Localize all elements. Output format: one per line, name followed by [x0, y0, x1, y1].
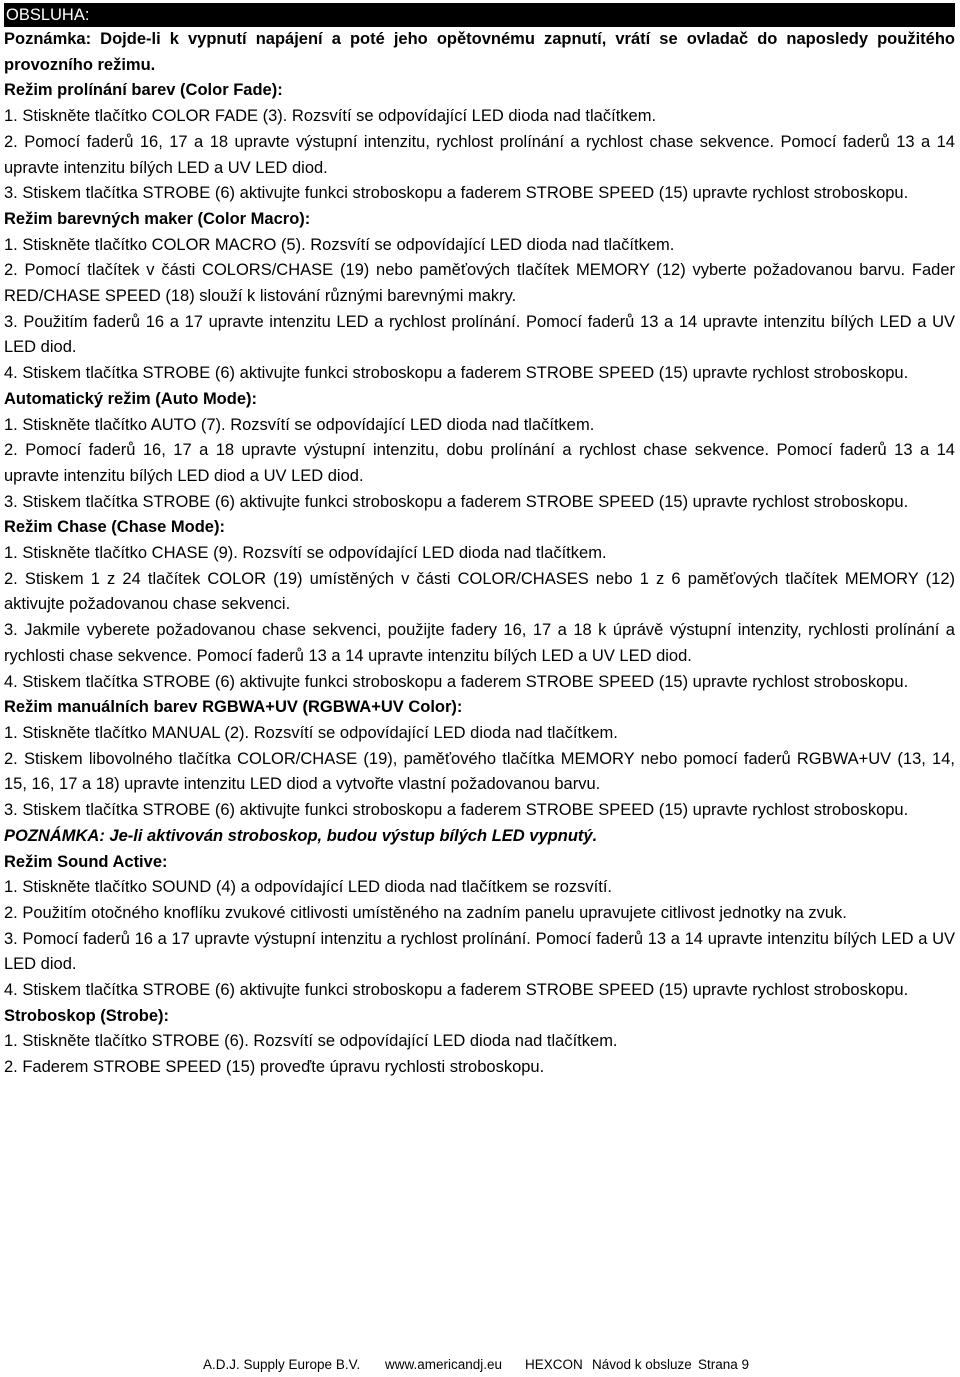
- paragraph: 4. Stiskem tlačítka STROBE (6) aktivujte funkci stroboskopu a faderem STROBE SPEED (15) upravte rychlost stroboskopu.: [4, 364, 909, 383]
- section-heading: Režim barevných maker (Color Macro):: [4, 209, 311, 228]
- paragraph: 1. Stiskněte tlačítko COLOR MACRO (5). Rozsvítí se odpovídající LED dioda nad tlačítkem.: [4, 235, 675, 254]
- paragraph: 2. Stiskem libovolného tlačítka COLOR/CHASE (19), paměťového tlačítka MEMORY nebo pomocí faderů RGBWA+UV (13, 14, 15, 16, 17 a 18) upravte intenzitu LED diod a vytvořte vlastní požadovanou barvu.: [4, 749, 955, 794]
- section-heading: Režim Chase (Chase Mode):: [4, 518, 225, 537]
- paragraph: 1. Stiskněte tlačítko AUTO (7). Rozsvítí se odpovídající LED dioda nad tlačítkem.: [4, 415, 595, 434]
- note-paragraph: POZNÁMKA: Je-li aktivován stroboskop, budou výstup bílých LED vypnutý.: [4, 826, 598, 845]
- paragraph: 3. Stiskem tlačítka STROBE (6) aktivujte funkci stroboskopu a faderem STROBE SPEED (15) upravte rychlost stroboskopu.: [4, 492, 909, 511]
- footer-page-number: Strana 9: [698, 1357, 750, 1372]
- paragraph: 1. Stiskněte tlačítko STROBE (6). Rozsvítí se odpovídající LED dioda nad tlačítkem.: [4, 1032, 618, 1051]
- paragraph: 2. Faderem STROBE SPEED (15) proveďte úpravu rychlosti stroboskopu.: [4, 1058, 545, 1077]
- paragraph: 1. Stiskněte tlačítko CHASE (9). Rozsvítí se odpovídající LED dioda nad tlačítkem.: [4, 544, 607, 563]
- paragraph: 1. Stiskněte tlačítko MANUAL (2). Rozsvítí se odpovídající LED dioda nad tlačítkem.: [4, 723, 618, 742]
- paragraph: 4. Stiskem tlačítka STROBE (6) aktivujte funkci stroboskopu a faderem STROBE SPEED (15) upravte rychlost stroboskopu.: [4, 981, 909, 1000]
- paragraph: 2. Pomocí faderů 16, 17 a 18 upravte výstupní intenzitu, rychlost prolínání a rychlost chase sekvence. Pomocí faderů 13 a 14 upravte intenzitu bílých LED a UV LED diod.: [4, 132, 955, 177]
- paragraph: 3. Stiskem tlačítka STROBE (6) aktivujte funkci stroboskopu a faderem STROBE SPEED (15) upravte rychlost stroboskopu.: [4, 184, 909, 203]
- section-header: OBSLUHA:: [4, 3, 955, 27]
- footer-manual-title: Návod k obsluze: [592, 1357, 692, 1372]
- paragraph: Poznámka: Dojde-li k vypnutí napájení a poté jeho opětovnému zapnutí, vrátí se ovladač do naposledy použitého provozního režimu.: [4, 30, 955, 74]
- paragraph: 2. Použitím otočného knoflíku zvukové citlivosti umístěného na zadním panelu upravujete citlivost jednotky na zvuk.: [4, 903, 847, 922]
- footer-company: A.D.J. Supply Europe B.V.: [203, 1357, 361, 1372]
- page-footer: [0, 1355, 960, 1375]
- paragraph: 1. Stiskněte tlačítko SOUND (4) a odpovídající LED dioda nad tlačítkem se rozsvítí.: [4, 878, 613, 897]
- footer-website: www.americandj.eu: [385, 1357, 503, 1372]
- paragraph: 1. Stiskněte tlačítko COLOR FADE (3). Rozsvítí se odpovídající LED dioda nad tlačítkem.: [4, 107, 657, 126]
- paragraph: 4. Stiskem tlačítka STROBE (6) aktivujte funkci stroboskopu a faderem STROBE SPEED (15) upravte rychlost stroboskopu.: [4, 672, 909, 691]
- section-heading: Režim manuálních barev RGBWA+UV (RGBWA+UV Color):: [4, 698, 463, 717]
- section-heading: Režim Sound Active:: [4, 852, 168, 871]
- section-heading: Stroboskop (Strobe):: [4, 1006, 169, 1025]
- content-body: [4, 27, 955, 1081]
- paragraph: 2. Pomocí tlačítek v části COLORS/CHASE (19) nebo paměťových tlačítek MEMORY (12) vyberte požadovanou barvu. Fader RED/CHASE SPEED (18) slouží k listování různými barevnými makry.: [4, 261, 955, 306]
- paragraph: 3. Jakmile vyberete požadovanou chase sekvenci, použijte fadery 16, 17 a 18 k úprávě výstupní intenzity, rychlosti prolínání a rychlosti chase sekvence. Pomocí faderů 13 a 14 upravte intenzitu bílých LED a UV LED diod.: [4, 621, 955, 665]
- section-heading: Režim prolínání barev (Color Fade):: [4, 81, 283, 100]
- section-heading: Automatický režim (Auto Mode):: [4, 389, 258, 408]
- paragraph: 2. Pomocí faderů 16, 17 a 18 upravte výstupní intenzitu, dobu prolínání a rychlost chase sekvence. Pomocí faderů 13 a 14 upravte intenzitu bílých LED diod a UV LED diod.: [4, 441, 955, 485]
- paragraph: 3. Stiskem tlačítka STROBE (6) aktivujte funkci stroboskopu a faderem STROBE SPEED (15) upravte rychlost stroboskopu.: [4, 801, 909, 820]
- paragraph: 3. Pomocí faderů 16 a 17 upravte výstupní intenzitu a rychlost prolínání. Pomocí faderů 13 a 14 upravte intenzitu bílých LED a UV LED diod.: [4, 929, 955, 974]
- paragraph: 3. Použitím faderů 16 a 17 upravte intenzitu LED a rychlost prolínání. Pomocí faderů 13 a 14 upravte intenzitu bílých LED a UV LED diod.: [4, 312, 955, 357]
- paragraph: 2. Stiskem 1 z 24 tlačítek COLOR (19) umístěných v části COLOR/CHASES nebo 1 z 6 paměťových tlačítek MEMORY (12) aktivujte požadovanou chase sekvenci.: [4, 569, 955, 614]
- footer-product: HEXCON: [525, 1357, 583, 1372]
